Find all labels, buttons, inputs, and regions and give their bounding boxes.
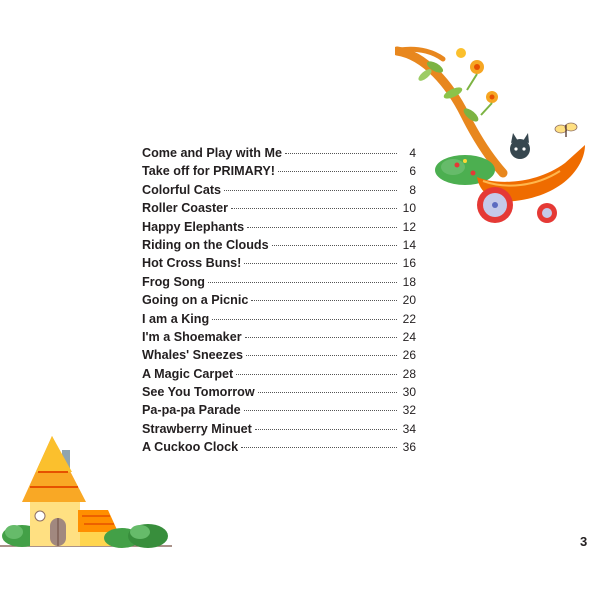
flower-icon [470,60,484,74]
toc-entry-title: Happy Elephants [142,219,245,234]
dot-leader [244,410,397,411]
toc-entry[interactable] [142,254,416,272]
table-of-contents [142,144,416,457]
flower-icon [456,48,466,58]
toc-entry-title: See You Tomorrow [142,385,255,400]
toc-entry-page: 4 [409,146,416,160]
wheel-icon [537,203,557,223]
toc-entry-page: 14 [402,237,416,252]
toc-entry-page: 10 [402,201,416,216]
toc-entry-page: 8 [409,182,416,197]
toc-entry[interactable] [142,420,416,438]
flower-icon [486,91,498,103]
toc-entry[interactable] [142,181,416,199]
toc-entry[interactable] [142,346,416,364]
toc-entry[interactable] [142,236,416,254]
toc-entry-title: I'm a Shoemaker [142,329,242,344]
toc-entry[interactable] [142,401,416,419]
dot-leader [255,429,397,430]
page-number: 3 [580,534,588,549]
toc-entry-page: 32 [402,403,416,418]
toc-entry-title: Colorful Cats [142,182,222,197]
toc-entry[interactable] [142,310,416,328]
toc-entry-title: Riding on the Clouds [142,237,269,252]
dot-leader [224,190,397,191]
toc-entry-page: 6 [409,164,416,179]
toc-entry[interactable] [142,438,416,456]
dot-leader [241,447,397,448]
toc-entry-title: Take off for PRIMARY! [142,164,275,179]
toc-entry-page: 36 [402,440,416,455]
toc-entry-title: I am a King [142,311,210,326]
toc-entry[interactable] [142,144,416,162]
toc-entry-title: Frog Song [142,274,205,289]
dot-leader [246,355,397,356]
dot-leader [272,245,397,246]
toc-entry[interactable] [142,273,416,291]
toc-entry-title: Hot Cross Buns! [142,256,242,271]
wheel-icon [477,187,513,223]
toc-entry-title: A Magic Carpet [142,366,234,381]
toc-entry-page: 34 [402,421,416,436]
door-icon [50,518,66,546]
toc-entry-title: Going on a Picnic [142,293,249,308]
toc-entry-page: 26 [402,348,416,363]
toc-entry[interactable] [142,218,416,236]
dot-leader [231,208,397,209]
toc-entry[interactable] [142,199,416,217]
toc-entry-title: A Cuckoo Clock [142,440,239,455]
flower-vine-cart-illustration [395,45,600,235]
dot-leader [247,227,397,228]
toc-entry-page: 22 [402,311,416,326]
dot-leader [212,319,397,320]
dot-leader [285,153,397,154]
dot-leader [245,337,397,338]
toc-entry[interactable] [142,328,416,346]
toc-entry-page: 18 [402,274,416,289]
cat-icon [510,133,530,159]
toc-entry[interactable] [142,365,416,383]
toc-entry-title: Come and Play with Me [142,146,282,160]
cottage-illustration [0,432,172,550]
butterfly-icon [555,123,577,137]
toc-entry-page: 28 [402,366,416,381]
dot-leader [208,282,397,283]
toc-entry-page: 24 [402,329,416,344]
toc-entry-page: 12 [402,219,416,234]
dot-leader [278,171,397,172]
dot-leader [236,374,397,375]
toc-entry-title: Strawberry Minuet [142,421,252,436]
toc-entry-title: Pa-pa-pa Parade [142,403,241,418]
toc-entry-page: 16 [402,256,416,271]
toc-entry[interactable] [142,291,416,309]
dot-leader [244,263,397,264]
toc-entry-page: 20 [402,293,416,308]
dot-leader [251,300,397,301]
dot-leader [258,392,397,393]
toc-entry-title: Whales' Sneezes [142,348,243,363]
toc-entry-title: Roller Coaster [142,201,229,216]
toc-entry[interactable] [142,162,416,180]
toc-entry[interactable] [142,383,416,401]
toc-entry-page: 30 [402,385,416,400]
